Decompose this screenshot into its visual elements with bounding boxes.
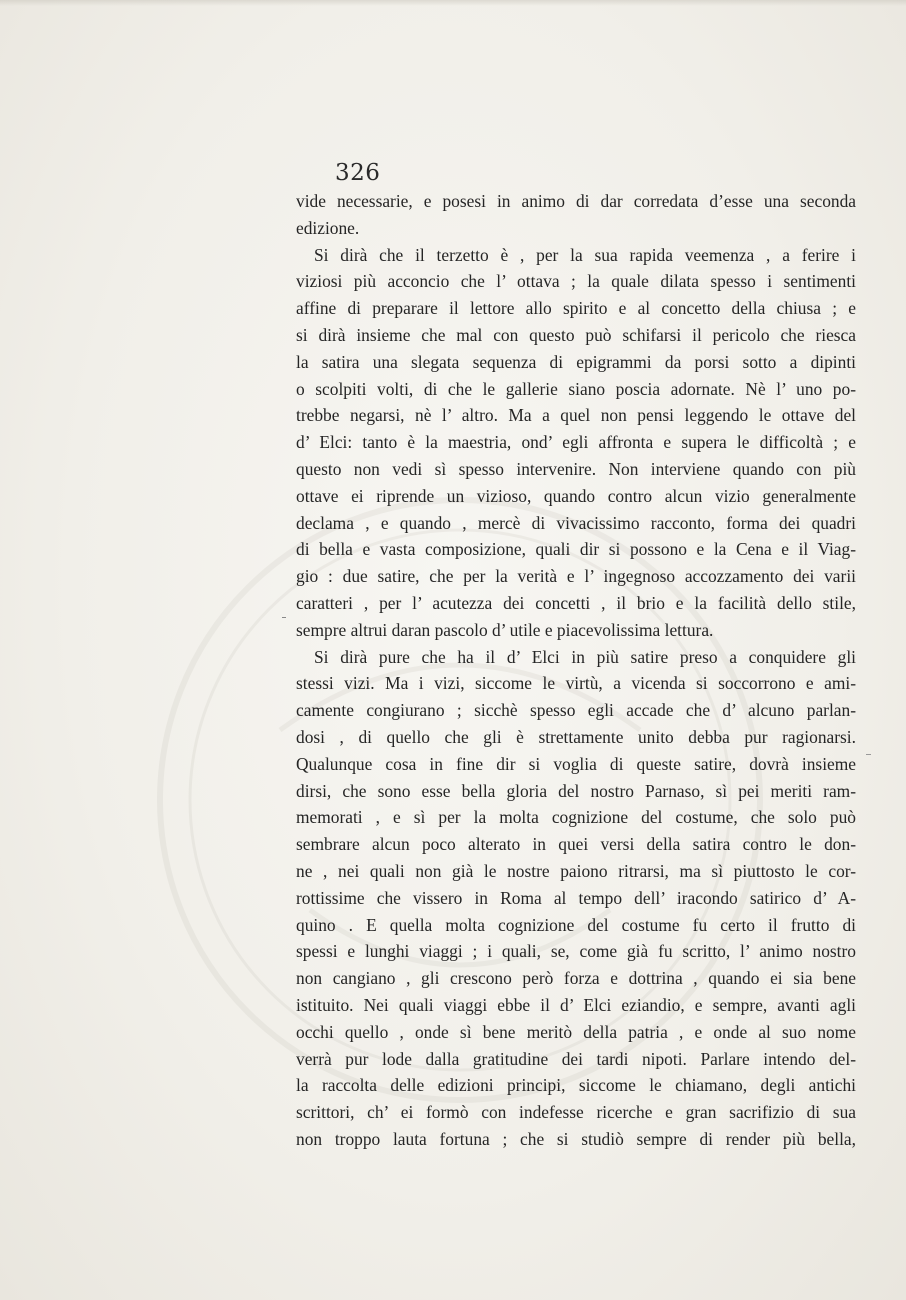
text-line: verrà pur lode dalla gratitudine dei tardi nipoti. Parlare intendo del- [296, 1048, 856, 1069]
text-line: occhi quello , onde sì bene meritò della patria , e onde al suo nome [296, 1021, 856, 1042]
text-line: sempre altrui daran pascolo d’ utile e piacevolissima lettura. [296, 619, 714, 640]
text-line: camente congiurano ; sicchè spesso egli accade che d’ alcuno parlan- [296, 700, 856, 721]
text-line: dosi , di quello che gli è strettamente unito debba pur ragionarsi. [296, 726, 856, 747]
page-edge-shading [0, 0, 906, 6]
text-line: Si dirà pure che ha il d’ Elci in più satire preso a conquidere gli [314, 646, 856, 667]
text-line: dirsi, che sono esse bella gloria del nostro Parnaso, sì pei meriti ram- [296, 780, 856, 801]
text-line: stessi vizi. Ma i vizi, siccome le virtù, a vicenda si soccorrono e ami- [296, 673, 856, 694]
text-line: quino . E quella molta cognizione del costume fu certo il frutto di [296, 914, 856, 935]
text-line: edizione. [296, 217, 360, 238]
margin-mark [866, 754, 871, 755]
text-line: declama , e quando , mercè di vivacissimo racconto, forma dei quadri [296, 512, 856, 533]
margin-mark [282, 617, 286, 618]
text-line: rottissime che vissero in Roma al tempo dell’ iracondo satirico d’ A- [296, 887, 856, 908]
text-line: memorati , e sì per la molta cognizione del costume, che solo può [296, 807, 856, 828]
text-line: d’ Elci: tanto è la maestria, ond’ egli affronta e supera le difficoltà ; e [296, 432, 856, 453]
text-line: scrittori, ch’ ei formò con indefesse ricerche e gran sacrifizio di sua [296, 1102, 856, 1123]
text-line: non troppo lauta fortuna ; che si studiò sempre di render più bella, [296, 1128, 856, 1149]
text-line: istituito. Nei quali viaggi ebbe il d’ Elci eziandio, e sempre, avanti agli [296, 994, 856, 1015]
text-line: la satira una slegata sequenza di epigrammi da porsi sotto a dipinti [296, 351, 856, 372]
text-line: viziosi più acconcio che l’ ottava ; la quale dilata spesso i sentimenti [296, 271, 856, 292]
text-line: affine di preparare il lettore allo spirito e al concetto della chiusa ; e [296, 298, 856, 319]
text-line: spessi e lunghi viaggi ; i quali, se, come già fu scritto, l’ animo nostro [296, 941, 856, 962]
text-line: vide necessarie, e posesi in animo di dar corredata d’esse una seconda [296, 191, 856, 211]
page-number: 326 [335, 160, 381, 186]
text-line: ottave ei riprende un vizioso, quando contro alcun vizio generalmente [296, 485, 856, 506]
text-line: di bella e vasta composizione, quali dir si possono e la Cena e il Viag- [296, 539, 856, 560]
text-line: gio : due satire, che per la verità e l’ ingegnoso accozzamento dei varii [296, 566, 856, 587]
text-line: trebbe negarsi, nè l’ altro. Ma a quel non pensi leggendo le ottave del [296, 405, 856, 426]
text-line: Si dirà che il terzetto è , per la sua rapida veemenza , a ferire i [314, 244, 856, 265]
text-line: Qualunque cosa in fine dir si voglia di queste satire, dovrà insieme [296, 753, 856, 774]
body-text [296, 188, 856, 1153]
text-line: sembrare alcun poco alterato in quei versi della satira contro le don- [296, 834, 856, 855]
text-line: la raccolta delle edizioni principi, siccome le chiamano, degli antichi [296, 1075, 856, 1096]
text-line: ne , nei quali non già le nostre paiono ritrarsi, ma sì piuttosto le cor- [296, 860, 856, 881]
text-line: si dirà insieme che mal con questo può schifarsi il pericolo che riesca [296, 324, 856, 345]
text-line: questo non vedi sì spesso intervenire. Non interviene quando con più [296, 458, 856, 479]
text-line: caratteri , per l’ acutezza dei concetti , il brio e la facilità dello stile, [296, 592, 856, 613]
text-line: non cangiano , gli crescono però forza e dottrina , quando ei sia bene [296, 968, 856, 989]
text-line: o scolpiti volti, di che le gallerie siano poscia adornate. Nè l’ uno po- [296, 378, 856, 399]
